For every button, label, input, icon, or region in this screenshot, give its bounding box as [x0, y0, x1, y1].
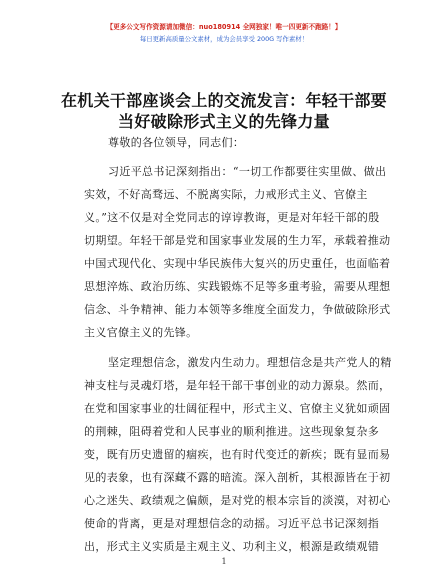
- document-title-line-1: 在机关干部座谈会上的交流发言：年轻干部要: [60, 91, 387, 110]
- body-line: 实效，不好高骛远、不脱离实际，力戒形式主义、官僚主: [84, 188, 368, 201]
- body-line: 在党和国家事业的壮阔征程中，形式主义、官僚主义犹如顽固: [84, 402, 391, 415]
- body-line: 思想淬炼、政治历练、实践锻炼不足等多重考验，需要从理想: [84, 280, 391, 293]
- body-line: 变，既有历史遗留的痼疾，也有时代变迁的新疾；既有显而易: [84, 448, 391, 461]
- page-number: 1: [221, 557, 227, 566]
- body-line: 主义官僚主义的先锋。: [84, 326, 198, 339]
- body-line: 坚定理想信念，激发内生动力。理想信念是共产党人的精: [108, 356, 392, 369]
- body-line: 见的表象，也有深藏不露的暗流。深入剖析，其根源皆在于初: [84, 471, 391, 484]
- body-line: 心之迷失、政绩观之偏颇，是对党的根本宗旨的淡漠，对初心: [84, 494, 391, 507]
- promo-banner-line: 【更多公文写作资源请加微信：nuo180914 全网独家！唯一四更新不跑路！】: [106, 23, 342, 31]
- body-line: 神支柱与灵魂灯塔，是年轻干部干事创业的动力源泉。然而，: [84, 379, 391, 392]
- salutation: 尊敬的各位领导，同志们：: [108, 136, 245, 149]
- document-title-line-2: 当好破除形式主义的先锋力量: [118, 112, 330, 131]
- body-line: 出，形式主义实质是主观主义、功利主义，根源是政绩观错: [84, 540, 380, 553]
- body-line: 切期望。年轻干部是党和国家事业发展的生力军，承载着推动: [84, 234, 391, 247]
- body-line: 义。”这不仅是对全党同志的谆谆教诲，更是对年轻干部的殷: [84, 211, 380, 224]
- promo-subtitle-line: 每日更新高质量公文素材，成为会员享受 200G 写作素材！: [139, 35, 309, 43]
- body-line: 中国式现代化、实现中华民族伟大复兴的历史重任，也面临着: [84, 257, 391, 270]
- body-line: 信念、斗争精神、能力本领等多维度全面发力，争做破除形式: [84, 303, 391, 316]
- body-line: 的荆棘，阻碍着党和人民事业的顺利推进。这些现象复杂多: [84, 425, 380, 438]
- body-line: 使命的背离，更是对理想信念的动摇。习近平总书记深刻指: [84, 517, 380, 530]
- body-line: 习近平总书记深刻指出：“一切工作都要往实里做、做出: [108, 165, 387, 178]
